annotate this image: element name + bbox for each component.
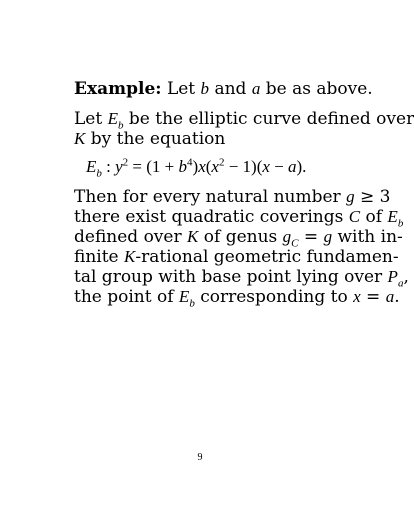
paragraph2-line2: there exist quadratic coverings C of $E_b$ [74,207,404,230]
paragraph1-line2: K by the equation [74,129,226,149]
paragraph1-line1: Let $E_b$ be the elliptic curve defined over [74,109,414,132]
paragraph2-line5: tal group with base point lying over $P_a$, [74,267,409,290]
paragraph2-line1: Then for every natural number g ≥ 3 [74,187,391,207]
paragraph2-line6: the point of $E_b$ corresponding to x = a. [74,287,400,310]
example-heading: Example: [74,79,162,99]
example-line [74,78,373,100]
example-intro: Let b and a be as above. [166,79,373,99]
equation: $E_b$ : $y^2 = (1 + b^4)x(x^2 - 1)(x - a)$. [86,156,307,180]
paragraph2-line3: defined over K of genus $g_C = g$ with in- [74,227,403,250]
paragraph2-line4: finite K-rational geometric fundamen- [74,247,399,267]
page-number: 9 [197,452,203,463]
